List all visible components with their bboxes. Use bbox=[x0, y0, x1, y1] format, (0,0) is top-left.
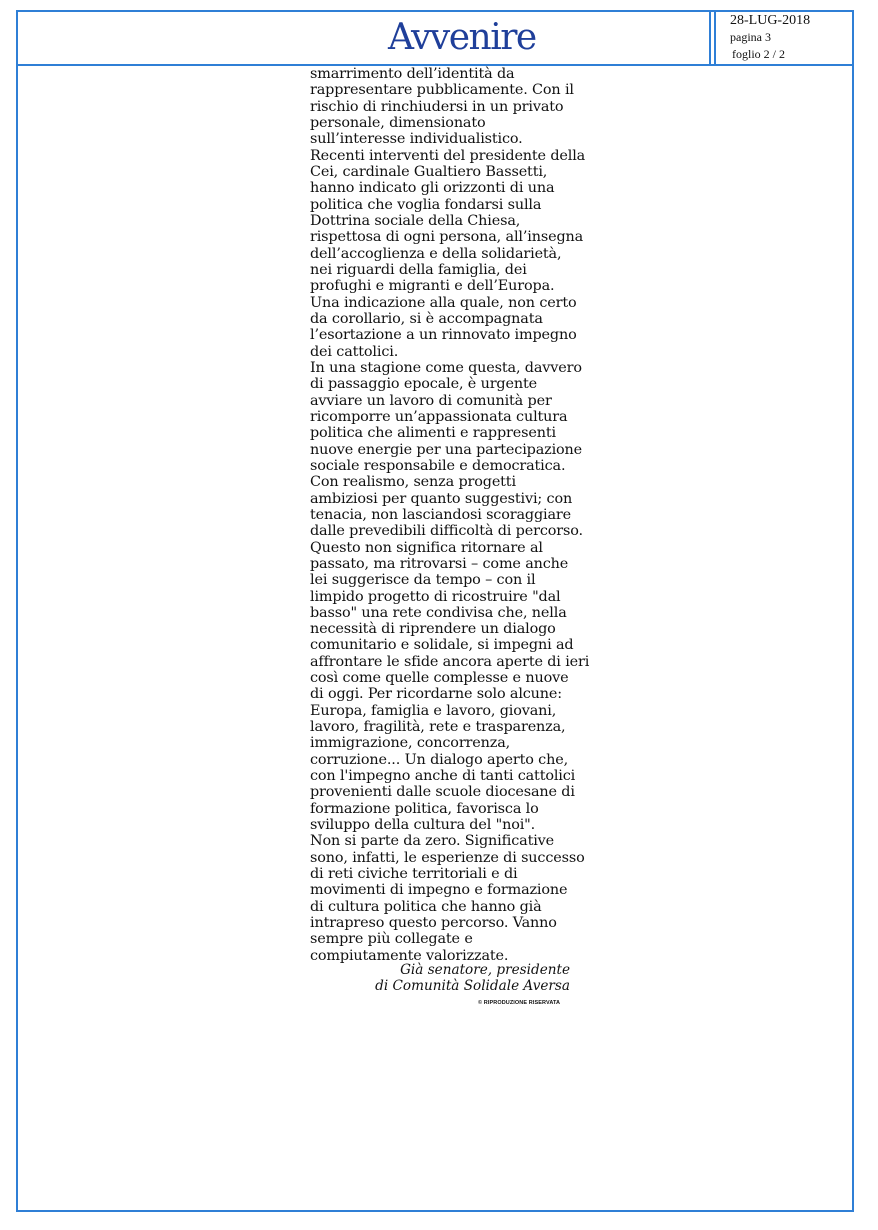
article-line: personale, dimensionato bbox=[310, 114, 486, 131]
article-line: dell’accoglienza e della solidarietà, bbox=[310, 245, 562, 262]
article-line: sempre più collegate e bbox=[310, 931, 473, 948]
article-line: limpido progetto di ricostruire "dal bbox=[310, 588, 561, 605]
article-line: dalle prevedibili difficoltà di percorso. bbox=[310, 523, 583, 540]
article-line: passato, ma ritrovarsi – come anche bbox=[310, 555, 569, 572]
article-line: nei riguardi della famiglia, dei bbox=[310, 261, 527, 278]
article-line: di passaggio epocale, è urgente bbox=[310, 376, 537, 393]
article-line: Questo non significa ritornare al bbox=[310, 539, 543, 556]
article-line: Recenti interventi del presidente della bbox=[310, 147, 586, 164]
article-line: Con realismo, senza progetti bbox=[310, 474, 516, 491]
article-line: sociale responsabile e democratica. bbox=[310, 457, 566, 474]
article-line: rappresentare pubblicamente. Con il bbox=[310, 82, 574, 99]
article-line: provenienti dalle scuole diocesane di bbox=[310, 784, 575, 801]
article-line: ambiziosi per quanto suggestivi; con bbox=[310, 490, 573, 507]
article-line: rischio di rinchiudersi in un privato bbox=[310, 98, 564, 115]
page-number: pagina 3 bbox=[730, 30, 771, 44]
article-line: ricomporre un’appassionata cultura bbox=[310, 408, 568, 425]
article-line: Europa, famiglia e lavoro, giovani, bbox=[310, 702, 557, 719]
author-signature-organization: di Comunità Solidale Aversa bbox=[375, 978, 570, 994]
article-line: profughi e migranti e dell’Europa. bbox=[310, 278, 555, 295]
article-line: In una stagione come questa, davvero bbox=[310, 359, 582, 376]
article-line: intrapreso questo percorso. Vanno bbox=[310, 915, 557, 932]
copyright-notice: © RIPRODUZIONE RISERVATA bbox=[478, 1000, 561, 1006]
article-line: movimenti di impegno e formazione bbox=[310, 882, 568, 899]
article-line: Non si parte da zero. Significative bbox=[310, 833, 555, 850]
article-body bbox=[310, 66, 590, 964]
article-line: smarrimento dell’identità da bbox=[310, 66, 515, 82]
article-line: politica che voglia fondarsi sulla bbox=[310, 196, 542, 213]
article-line: immigrazione, concorrenza, bbox=[310, 735, 511, 752]
article-line: di oggi. Per ricordarne solo alcune: bbox=[310, 686, 562, 703]
article-line: Cei, cardinale Gualtiero Bassetti, bbox=[310, 163, 548, 180]
article-line: rispettosa di ogni persona, all’insegna bbox=[310, 229, 584, 246]
article-line: basso" una rete condivisa che, nella bbox=[310, 604, 567, 621]
article-line: lavoro, fragilità, rete e trasparenza, bbox=[310, 719, 566, 736]
article-line: da corollario, si è accompagnata bbox=[310, 310, 543, 327]
header-divider-inner bbox=[714, 10, 716, 65]
page-meta bbox=[730, 12, 810, 63]
article-line: avviare un lavoro di comunità per bbox=[310, 392, 552, 409]
header-divider bbox=[709, 10, 711, 65]
sheet-number: foglio 2 / 2 bbox=[732, 47, 785, 61]
article-line: nuove energie per una partecipazione bbox=[310, 441, 583, 458]
article-line: formazione politica, favorisca lo bbox=[310, 800, 539, 817]
author-signature-title: Già senatore, presidente bbox=[400, 962, 570, 978]
article-line: sviluppo della cultura del "noi". bbox=[310, 817, 536, 834]
article-line: lei suggerisce da tempo – con il bbox=[310, 572, 536, 589]
publication-date: 28-LUG-2018 bbox=[730, 13, 811, 28]
article-line: politica che alimenti e rappresenti bbox=[310, 425, 556, 442]
article-line: comunitario e solidale, si impegni ad bbox=[310, 637, 574, 654]
article-line: necessità di riprendere un dialogo bbox=[310, 621, 556, 638]
article-line: Una indicazione alla quale, non certo bbox=[310, 294, 577, 311]
article-line: dei cattolici. bbox=[310, 343, 399, 360]
article-line: compiutamente valorizzate. bbox=[310, 947, 509, 964]
article-line: Dottrina sociale della Chiesa, bbox=[310, 212, 521, 229]
article-line: sono, infatti, le esperienze di successo bbox=[310, 849, 585, 866]
article-line: tenacia, non lasciandosi scoraggiare bbox=[310, 506, 571, 523]
article-line: di reti civiche territoriali e di bbox=[310, 866, 518, 883]
article-line: di cultura politica che hanno già bbox=[310, 898, 542, 915]
article-line: sull’interesse individualistico. bbox=[310, 131, 523, 148]
article-line: così come quelle complesse e nuove bbox=[310, 670, 569, 687]
article-line: corruzione... Un dialogo aperto che, bbox=[310, 751, 568, 768]
article-line: hanno indicato gli orizzonti di una bbox=[310, 180, 555, 197]
newspaper-logo: Avvenire bbox=[388, 17, 536, 58]
article-line: affrontare le sfide ancora aperte di ieri bbox=[310, 653, 590, 670]
article-line: l’esortazione a un rinnovato impegno bbox=[310, 327, 577, 344]
article-line: con l'impegno anche di tanti cattolici bbox=[310, 768, 576, 785]
